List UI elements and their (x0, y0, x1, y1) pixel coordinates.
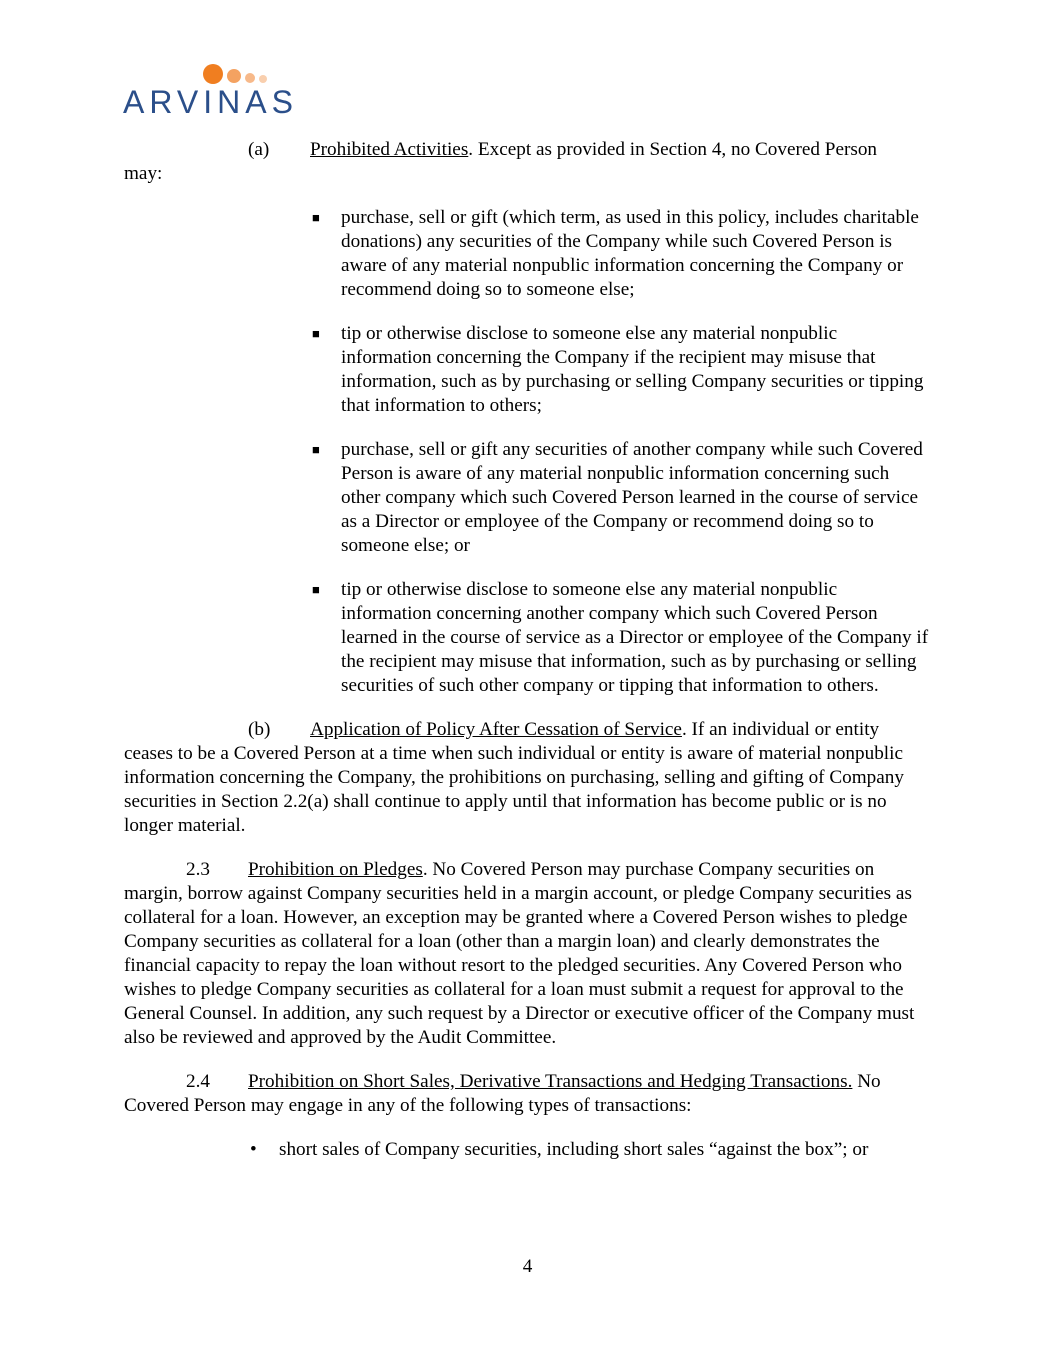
page-number: 4 (522, 1256, 533, 1277)
section-text: . No Covered Person may purchase Company securities on margin, borrow against Company securities held in a margin account, or pledge Company securities as collateral for a loan. However, an exception may be granted where a Covered Person wishes to pledge Company securities as collateral for a loan (other than a margin loan) and clearly demonstrates the financial capacity to repay the loan without resort to the pledged securities. Any Covered Person who wishes to pledge Company securities as collateral for a loan must submit a request for approval to the General Counsel. In addition, any such request by a Director or executive officer of the Company must also be reviewed and approved by the Audit Committee. (124, 859, 915, 1048)
list-item: ■ tip or otherwise disclose to someone else any material nonpublic information concerning another company which such Covered Person learned in the course of service as a Director or employee of the Company if the recipient may misuse that information, such as by purchasing or selling securities of such other company or tipping that information to others. (312, 579, 929, 696)
logo-dots-icon (203, 62, 313, 86)
list-item: ■ purchase, sell or gift any securities of another company while such Covered Person is aware of any material nonpublic information concerning such other company which such Covered Person learned in the course of service as a Director or employee of the Company or recommend doing so to someone else; or (312, 439, 923, 556)
list-item: ■ tip or otherwise disclose to someone else any material nonpublic information concerning the Company if the recipient may misuse that information, such as by purchasing or selling Company securities or tipping that information to others; (312, 323, 924, 416)
document-body (124, 138, 929, 1182)
section-text: No Covered Person may engage in any of the following types of transactions: (124, 1071, 881, 1116)
list-item: ■ purchase, sell or gift (which term, as used in this policy, includes charitable donations) any securities of the Company while such Covered Person is aware of any material nonpublic information concerning the Company or recommend doing so to someone else; (312, 207, 919, 300)
arvinas-logo (123, 60, 313, 120)
square-bullet-icon: ■ (312, 582, 320, 597)
section-text: . Except as provided in Section 4, no Covered Person (468, 139, 878, 160)
list-item: • short sales of Company securities, including short sales “against the box”; or (250, 1139, 869, 1160)
section-number: 2.4 (186, 1071, 210, 1092)
section-2-2b (124, 718, 929, 838)
section-text: . If an individual or entity ceases to be a Covered Person at a time when such individual or entity is aware of material nonpublic information concerning the Company, the prohibitions on purchasing, selling and gifting of Company securities in Section 2.2(a) shall continue to apply until that information has become public or is no longer material. (124, 719, 904, 836)
logo-wordmark: ARVINAS (123, 84, 298, 120)
section-title: Application of Policy After Cessation of Service (310, 719, 682, 740)
square-bullet-icon: ■ (312, 442, 320, 457)
square-bullet-icon: ■ (312, 326, 320, 341)
square-bullet-icon: ■ (312, 210, 320, 225)
prohibited-activities-list (124, 206, 929, 698)
section-title: Prohibited Activities (310, 139, 469, 160)
section-2-3 (124, 858, 929, 1050)
section-2-2a-heading (124, 138, 929, 186)
section-number: (b) (248, 719, 271, 740)
section-2-4 (124, 1070, 929, 1118)
section-text-continued: may: (124, 163, 163, 184)
section-number: 2.3 (186, 859, 210, 880)
transaction-types-list (124, 1138, 929, 1162)
section-number: (a) (248, 139, 270, 160)
round-bullet-icon: • (250, 1139, 257, 1160)
section-title: Prohibition on Pledges (248, 859, 423, 880)
section-title: Prohibition on Short Sales, Derivative Transactions and Hedging Transactions. (248, 1071, 853, 1092)
